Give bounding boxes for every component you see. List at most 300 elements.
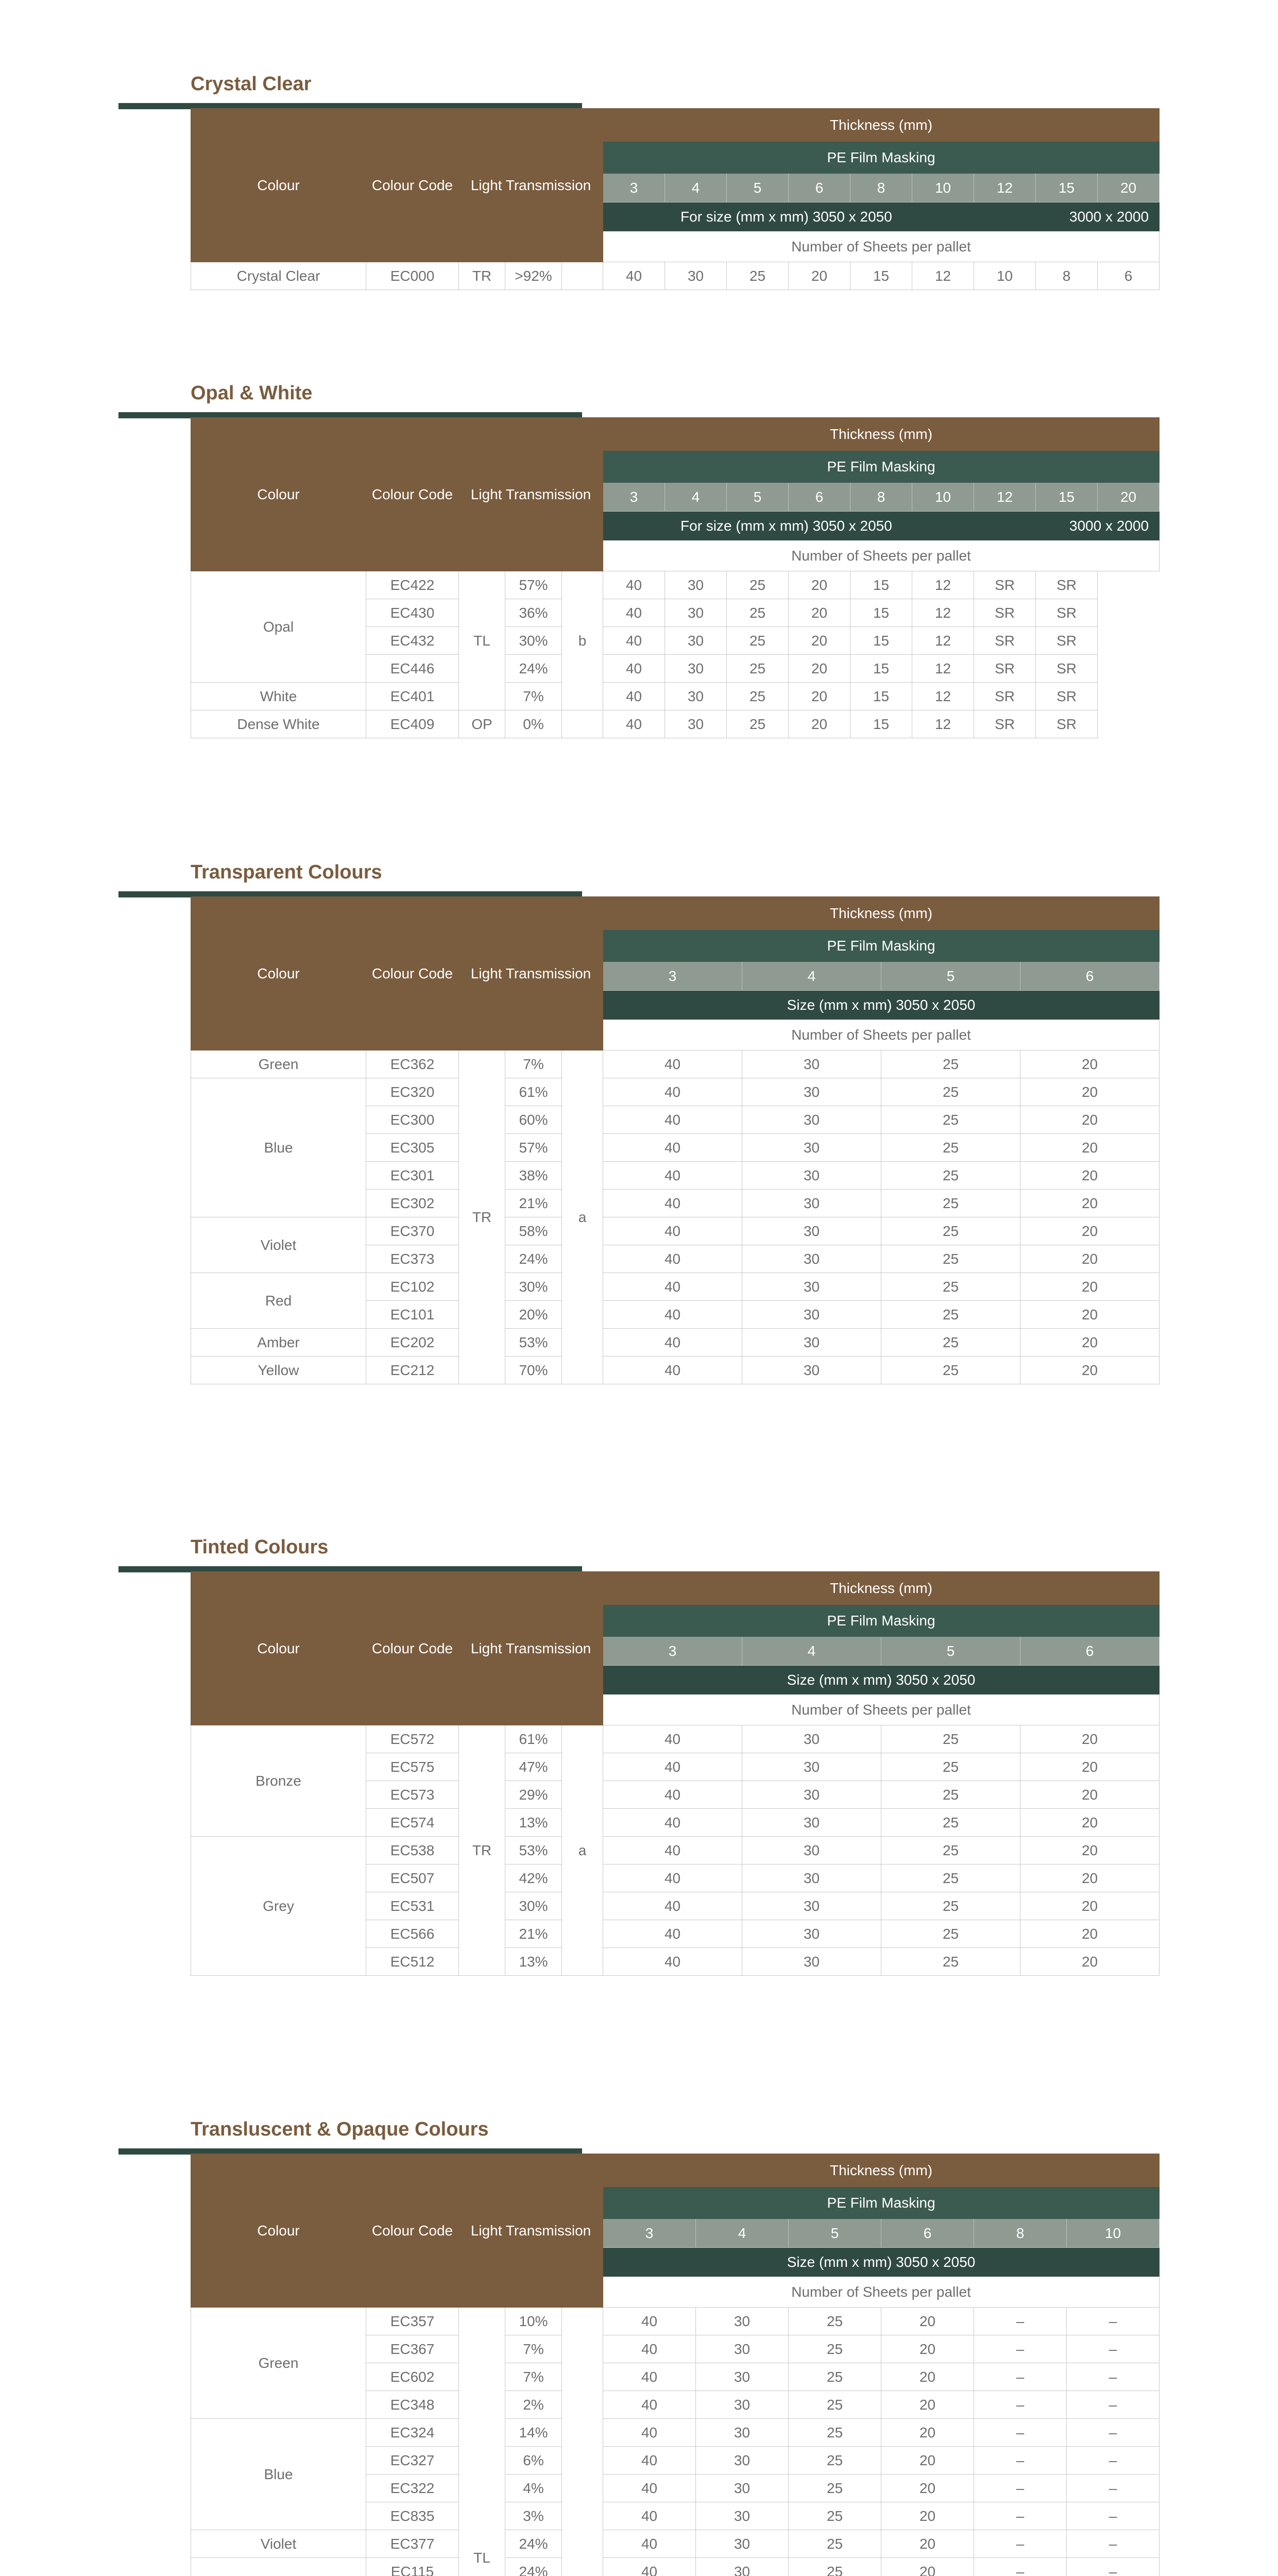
transmission-value-cell: 30% xyxy=(505,1892,562,1920)
sheets-cell: 30 xyxy=(742,1301,881,1329)
sheets-cell: 20 xyxy=(1020,1892,1160,1920)
thickness-label: 5 xyxy=(789,2219,881,2248)
sheets-cell: 25 xyxy=(789,2419,881,2447)
opal-white-table xyxy=(191,417,1160,738)
sheets-cell: – xyxy=(1067,2308,1160,2335)
sheets-cell: 25 xyxy=(727,571,789,599)
section-title: Crystal Clear xyxy=(191,73,312,95)
transmission-value-cell: 70% xyxy=(505,1357,562,1384)
sheets-cell: 25 xyxy=(881,1329,1020,1357)
thickness-label: 15 xyxy=(1036,174,1098,202)
transmission-value-cell: 47% xyxy=(505,1753,562,1781)
colour-cell: Yellow xyxy=(191,1357,366,1384)
sheets-cell: 40 xyxy=(603,2530,696,2558)
sheets-cell: 25 xyxy=(881,1781,1020,1809)
sheets-cell: 30 xyxy=(742,1357,881,1384)
thickness-label: 6 xyxy=(789,483,850,512)
sheets-header: Number of Sheets per pallet xyxy=(603,540,1160,571)
colour-code-cell: EC401 xyxy=(366,683,459,710)
sheets-cell: 40 xyxy=(603,1781,742,1809)
transmission-value-cell: 20% xyxy=(505,1301,562,1329)
transmission-type-cell: TR xyxy=(459,1050,505,1384)
colour-code-cell: EC446 xyxy=(366,655,459,683)
transmission-value-cell: 7% xyxy=(505,2363,562,2391)
sheets-cell: 6 xyxy=(1098,262,1160,290)
sheets-cell: 15 xyxy=(850,627,912,655)
section-title: Transluscent & Opaque Colours xyxy=(191,2119,489,2140)
size-right: 3000 x 2000 xyxy=(1069,208,1149,225)
thickness-label: 4 xyxy=(742,1637,881,1666)
sheets-cell: 30 xyxy=(742,1837,881,1865)
sheets-cell: 20 xyxy=(1020,1781,1160,1809)
sheets-cell: 20 xyxy=(1020,1162,1160,1190)
sheets-cell: 20 xyxy=(1020,1329,1160,1357)
sheets-cell: 30 xyxy=(742,1948,881,1976)
table-row xyxy=(191,262,1160,290)
sheets-cell: 30 xyxy=(742,1106,881,1134)
masking-header: PE Film Masking xyxy=(603,930,1160,962)
colour-code-cell: EC377 xyxy=(366,2530,459,2558)
colour-code-cell: EC573 xyxy=(366,1781,459,1809)
sheets-cell: 20 xyxy=(881,2502,974,2530)
transmission-value-cell: 24% xyxy=(505,2530,562,2558)
sheets-cell: 15 xyxy=(850,599,912,627)
sheets-cell: 25 xyxy=(727,655,789,683)
sheets-cell: 20 xyxy=(789,599,850,627)
sheets-cell: 20 xyxy=(1020,1106,1160,1134)
sheets-cell: – xyxy=(974,2335,1067,2363)
size-header: Size (mm x mm) 3050 x 2050 xyxy=(603,991,1160,1020)
colour-code-cell: EC566 xyxy=(366,1920,459,1948)
sheets-cell: 25 xyxy=(727,683,789,710)
colour-cell: Blue xyxy=(191,2419,366,2530)
thickness-label: 4 xyxy=(696,2219,789,2248)
thickness-label: 5 xyxy=(727,483,789,512)
colour-code-header: Colour Code xyxy=(366,109,459,262)
sheets-cell: 40 xyxy=(603,2447,696,2475)
sheets-cell: – xyxy=(1067,2558,1160,2576)
sheets-cell: 20 xyxy=(881,2335,974,2363)
sheets-cell: 30 xyxy=(742,1050,881,1078)
transparent-colours-table xyxy=(191,896,1160,1384)
section-title: Tinted Colours xyxy=(191,1536,329,1558)
transmission-value-cell: 24% xyxy=(505,655,562,683)
sheets-cell: 30 xyxy=(742,1809,881,1837)
sheets-cell: 15 xyxy=(850,571,912,599)
sheets-cell: 12 xyxy=(912,655,974,683)
sheets-cell: 25 xyxy=(789,2530,881,2558)
sheets-cell: 20 xyxy=(789,262,850,290)
thickness-label: 20 xyxy=(1098,483,1160,512)
table-row xyxy=(191,1357,1160,1384)
sheets-cell: 40 xyxy=(603,2335,696,2363)
colour-code-cell: EC370 xyxy=(366,1217,459,1245)
sheets-cell: 25 xyxy=(789,2502,881,2530)
sheets-cell: – xyxy=(974,2447,1067,2475)
sheets-cell: 30 xyxy=(665,627,727,655)
table-row xyxy=(191,1725,1160,1753)
masking-header: PE Film Masking xyxy=(603,142,1160,174)
sheets-cell: 40 xyxy=(603,655,665,683)
thickness-label: 4 xyxy=(742,962,881,991)
thickness-label: 3 xyxy=(603,2219,696,2248)
sheets-cell: – xyxy=(974,2308,1067,2335)
table-row xyxy=(191,1050,1160,1078)
tinted-colours-table xyxy=(191,1571,1160,1976)
sheets-cell: 40 xyxy=(603,262,665,290)
sheets-cell: 25 xyxy=(881,1134,1020,1162)
sheets-cell: 30 xyxy=(665,262,727,290)
colour-code-cell: EC362 xyxy=(366,1050,459,1078)
colour-code-header: Colour Code xyxy=(366,1572,459,1725)
sheets-cell: 10 xyxy=(974,262,1036,290)
colour-code-cell: EC305 xyxy=(366,1134,459,1162)
colour-cell: Green xyxy=(191,2308,366,2419)
sheets-cell: 25 xyxy=(789,2363,881,2391)
colour-cell: White xyxy=(191,683,366,710)
sheets-cell: 40 xyxy=(603,1050,742,1078)
thickness-label: 6 xyxy=(1020,962,1160,991)
sheets-cell: 40 xyxy=(603,2363,696,2391)
colour-code-cell: EC422 xyxy=(366,571,459,599)
transmission-note-cell xyxy=(562,262,603,290)
sheets-cell: SR xyxy=(974,683,1036,710)
sheets-cell: SR xyxy=(974,571,1036,599)
light-transmission-header: Light Transmission xyxy=(459,1572,603,1725)
table-row xyxy=(191,683,1160,710)
sheets-cell: 20 xyxy=(789,655,850,683)
size-right: 3000 x 2000 xyxy=(1069,517,1149,534)
sheets-cell: 20 xyxy=(881,2419,974,2447)
transluscent-opaque-table xyxy=(191,2154,1160,2576)
colour-code-cell: EC302 xyxy=(366,1190,459,1217)
sheets-cell: 30 xyxy=(665,599,727,627)
colour-code-cell: EC101 xyxy=(366,1301,459,1329)
thickness-label: 10 xyxy=(912,483,974,512)
transmission-value-cell: 7% xyxy=(505,1050,562,1078)
sheets-cell: 40 xyxy=(603,2419,696,2447)
colour-code-cell: EC115 xyxy=(366,2558,459,2576)
sheets-cell: – xyxy=(1067,2447,1160,2475)
thickness-label: 8 xyxy=(850,483,912,512)
sheets-cell: 40 xyxy=(603,1753,742,1781)
colour-code-cell: EC574 xyxy=(366,1809,459,1837)
sheets-cell: 20 xyxy=(1020,1273,1160,1301)
sheets-cell: 20 xyxy=(881,2447,974,2475)
transmission-value-cell: 14% xyxy=(505,2419,562,2447)
transmission-type-cell: TL xyxy=(459,571,505,710)
sheets-cell: 20 xyxy=(1020,1050,1160,1078)
sheets-cell: 25 xyxy=(727,262,789,290)
sheets-cell: 25 xyxy=(881,1050,1020,1078)
sheets-cell: SR xyxy=(974,655,1036,683)
colour-cell: Amber xyxy=(191,1329,366,1357)
sheets-cell: 25 xyxy=(881,1892,1020,1920)
sheets-cell: – xyxy=(1067,2475,1160,2502)
tinted-colours-section xyxy=(191,1534,1159,1970)
transmission-value-cell: 60% xyxy=(505,1106,562,1134)
sheets-cell: 40 xyxy=(603,2558,696,2576)
colour-code-cell: EC357 xyxy=(366,2308,459,2335)
transmission-value-cell: 42% xyxy=(505,1865,562,1892)
thickness-label: 8 xyxy=(974,2219,1067,2248)
colour-cell: Green xyxy=(191,1050,366,1078)
table-row xyxy=(191,571,1160,599)
sheets-cell: 40 xyxy=(603,710,665,738)
sheets-cell: 20 xyxy=(881,2475,974,2502)
transmission-value-cell: 7% xyxy=(505,2335,562,2363)
sheets-cell: 40 xyxy=(603,1892,742,1920)
masking-header: PE Film Masking xyxy=(603,2187,1160,2219)
sheets-cell: – xyxy=(974,2363,1067,2391)
transmission-value-cell: 36% xyxy=(505,599,562,627)
section-title: Opal & White xyxy=(191,382,313,404)
colour-code-cell: EC324 xyxy=(366,2419,459,2447)
crystal-clear-section xyxy=(191,71,1159,284)
light-transmission-header: Light Transmission xyxy=(459,897,603,1050)
colour-cell: Crystal Clear xyxy=(191,262,366,290)
thickness-label: 6 xyxy=(789,174,850,202)
sheets-cell: 30 xyxy=(742,1134,881,1162)
sheets-cell: 25 xyxy=(789,2335,881,2363)
thickness-label: 6 xyxy=(881,2219,974,2248)
transluscent-opaque-section xyxy=(191,2116,1159,2576)
transmission-type-cell: TL xyxy=(459,2308,505,2576)
transmission-value-cell: 7% xyxy=(505,683,562,710)
size-header: Size (mm x mm) 3050 x 2050 xyxy=(603,1666,1160,1694)
transmission-value-cell: 3% xyxy=(505,2502,562,2530)
light-transmission-header: Light Transmission xyxy=(459,109,603,262)
table-row xyxy=(191,1329,1160,1357)
sheets-cell: 30 xyxy=(742,1190,881,1217)
sheets-cell: 25 xyxy=(881,1357,1020,1384)
sheets-cell: 25 xyxy=(881,1301,1020,1329)
sheets-cell: – xyxy=(974,2391,1067,2419)
table-row xyxy=(191,2419,1160,2447)
sheets-header: Number of Sheets per pallet xyxy=(603,1694,1160,1725)
thickness-header: Thickness (mm) xyxy=(603,418,1160,451)
colour-code-cell: EC512 xyxy=(366,1948,459,1976)
sheets-cell: SR xyxy=(1036,683,1098,710)
sheets-cell: 30 xyxy=(665,710,727,738)
sheets-cell: – xyxy=(974,2530,1067,2558)
transmission-value-cell: 29% xyxy=(505,1781,562,1809)
light-transmission-header: Light Transmission xyxy=(459,2154,603,2308)
sheets-cell: 20 xyxy=(881,2363,974,2391)
sheets-cell: 12 xyxy=(912,710,974,738)
colour-code-header: Colour Code xyxy=(366,2154,459,2308)
transmission-note-cell: b xyxy=(562,571,603,710)
sheets-cell: SR xyxy=(1036,599,1098,627)
sheets-header: Number of Sheets per pallet xyxy=(603,1020,1160,1050)
transmission-value-cell: 58% xyxy=(505,1217,562,1245)
transmission-value-cell: 61% xyxy=(505,1725,562,1753)
sheets-cell: 25 xyxy=(727,710,789,738)
sheets-cell: 30 xyxy=(696,2363,789,2391)
sheets-cell: 40 xyxy=(603,1106,742,1134)
sheets-cell: 40 xyxy=(603,1357,742,1384)
sheets-cell: 30 xyxy=(696,2447,789,2475)
sheets-cell: 40 xyxy=(603,2308,696,2335)
sheets-cell: 20 xyxy=(1020,1837,1160,1865)
thickness-label: 10 xyxy=(1067,2219,1160,2248)
thickness-label: 5 xyxy=(727,174,789,202)
sheets-cell: 40 xyxy=(603,1273,742,1301)
colour-code-cell: EC102 xyxy=(366,1273,459,1301)
sheets-cell: 25 xyxy=(789,2447,881,2475)
thickness-label: 8 xyxy=(850,174,912,202)
thickness-label: 5 xyxy=(881,1637,1020,1666)
sheets-cell: 30 xyxy=(742,1781,881,1809)
transmission-value-cell: 4% xyxy=(505,2475,562,2502)
thickness-label: 3 xyxy=(603,1637,742,1666)
sheets-cell: 15 xyxy=(850,683,912,710)
sheets-cell: 12 xyxy=(912,571,974,599)
sheets-cell: 30 xyxy=(696,2335,789,2363)
transmission-value-cell: 30% xyxy=(505,1273,562,1301)
transmission-value-cell: 10% xyxy=(505,2308,562,2335)
sheets-cell: 20 xyxy=(789,627,850,655)
sheets-cell: 25 xyxy=(789,2475,881,2502)
sheets-cell: 40 xyxy=(603,1920,742,1948)
sheets-cell: 25 xyxy=(789,2558,881,2576)
sheets-cell: 30 xyxy=(696,2308,789,2335)
sheets-cell: 25 xyxy=(727,599,789,627)
colour-code-cell: EC373 xyxy=(366,1245,459,1273)
colour-code-cell: EC300 xyxy=(366,1106,459,1134)
thickness-header: Thickness (mm) xyxy=(603,1572,1160,1605)
sheets-cell: 20 xyxy=(881,2308,974,2335)
sheets-cell: 20 xyxy=(1020,1301,1160,1329)
colour-code-cell: EC531 xyxy=(366,1892,459,1920)
colour-cell xyxy=(191,2558,366,2576)
colour-code-cell: EC572 xyxy=(366,1725,459,1753)
colour-code-cell: EC367 xyxy=(366,2335,459,2363)
sheets-cell: – xyxy=(1067,2530,1160,2558)
transmission-value-cell: 13% xyxy=(505,1809,562,1837)
sheets-cell: 8 xyxy=(1036,262,1098,290)
colour-code-cell: EC430 xyxy=(366,599,459,627)
sheets-cell: 20 xyxy=(881,2530,974,2558)
table-row xyxy=(191,1078,1160,1106)
light-transmission-header: Light Transmission xyxy=(459,418,603,571)
sheets-cell: 40 xyxy=(603,1134,742,1162)
table-row xyxy=(191,710,1160,738)
sheets-cell: 20 xyxy=(789,710,850,738)
sheets-cell: 20 xyxy=(1020,1865,1160,1892)
colour-cell: Violet xyxy=(191,1217,366,1273)
sheets-cell: 20 xyxy=(1020,1217,1160,1245)
thickness-label: 3 xyxy=(603,962,742,991)
sheets-cell: 25 xyxy=(881,1190,1020,1217)
sheets-cell: 40 xyxy=(603,1809,742,1837)
transmission-value-cell: 21% xyxy=(505,1920,562,1948)
colour-cell: Violet xyxy=(191,2530,366,2558)
sheets-cell: 40 xyxy=(603,599,665,627)
colour-cell: Opal xyxy=(191,571,366,683)
sheets-cell: 30 xyxy=(696,2558,789,2576)
transparent-colours-section xyxy=(191,859,1159,1378)
sheets-cell: 12 xyxy=(912,683,974,710)
transmission-value-cell: 6% xyxy=(505,2447,562,2475)
colour-code-cell: EC202 xyxy=(366,1329,459,1357)
sheets-cell: SR xyxy=(1036,710,1098,738)
colour-header: Colour xyxy=(191,897,366,1050)
sheets-cell: 20 xyxy=(881,2558,974,2576)
sheets-cell: 20 xyxy=(1020,1245,1160,1273)
sheets-cell: 20 xyxy=(1020,1920,1160,1948)
sheets-cell: 40 xyxy=(603,1078,742,1106)
thickness-header: Thickness (mm) xyxy=(603,2154,1160,2187)
crystal-clear-table xyxy=(191,108,1160,290)
size-left: For size (mm x mm) 3050 x 2050 xyxy=(680,208,892,225)
transmission-value-cell: 57% xyxy=(505,1134,562,1162)
masking-header: PE Film Masking xyxy=(603,451,1160,483)
sheets-cell: 25 xyxy=(881,1837,1020,1865)
sheets-cell: – xyxy=(1067,2335,1160,2363)
sheets-cell: – xyxy=(974,2558,1067,2576)
size-header xyxy=(603,202,1160,231)
table-row xyxy=(191,2558,1160,2576)
sheets-cell: 25 xyxy=(881,1920,1020,1948)
table-row xyxy=(191,1273,1160,1301)
transmission-value-cell: 21% xyxy=(505,1190,562,1217)
sheets-cell: 40 xyxy=(603,1837,742,1865)
sheets-cell: 20 xyxy=(881,2391,974,2419)
sheets-cell: 40 xyxy=(603,1190,742,1217)
sheets-cell: 30 xyxy=(696,2391,789,2419)
size-header xyxy=(603,512,1160,540)
colour-header: Colour xyxy=(191,2154,366,2308)
sheets-cell: – xyxy=(1067,2391,1160,2419)
thickness-header: Thickness (mm) xyxy=(603,109,1160,142)
colour-code-cell: EC301 xyxy=(366,1162,459,1190)
sheets-cell: 30 xyxy=(665,683,727,710)
transmission-note-cell: a xyxy=(562,1050,603,1384)
sheets-cell: 30 xyxy=(696,2502,789,2530)
sheets-cell: 40 xyxy=(603,2502,696,2530)
sheets-cell: 30 xyxy=(742,1920,881,1948)
sheets-cell: 20 xyxy=(789,571,850,599)
opal-white-section xyxy=(191,380,1159,732)
sheets-cell: 40 xyxy=(603,1865,742,1892)
transmission-type-cell: TR xyxy=(459,1725,505,1976)
table-row xyxy=(191,2530,1160,2558)
transmission-value-cell: 30% xyxy=(505,627,562,655)
colour-code-cell: EC602 xyxy=(366,2363,459,2391)
sheets-cell: 20 xyxy=(789,683,850,710)
sheets-cell: 20 xyxy=(1020,1134,1160,1162)
thickness-label: 4 xyxy=(665,483,727,512)
sheets-cell: 30 xyxy=(696,2530,789,2558)
thickness-label: 3 xyxy=(603,483,665,512)
transmission-value-cell: 13% xyxy=(505,1948,562,1976)
transmission-type-cell: OP xyxy=(459,710,505,738)
sheets-cell: 15 xyxy=(850,655,912,683)
sheets-cell: 15 xyxy=(850,710,912,738)
sheets-cell: 25 xyxy=(881,1106,1020,1134)
sheets-cell: 25 xyxy=(727,627,789,655)
colour-cell: Blue xyxy=(191,1078,366,1217)
transmission-note-cell xyxy=(562,2308,603,2576)
sheets-cell: 12 xyxy=(912,627,974,655)
sheets-cell: 12 xyxy=(912,262,974,290)
sheets-cell: 20 xyxy=(1020,1357,1160,1384)
sheets-cell: 40 xyxy=(603,2391,696,2419)
colour-cell: Bronze xyxy=(191,1725,366,1837)
sheets-cell: 40 xyxy=(603,1217,742,1245)
thickness-label: 15 xyxy=(1036,483,1098,512)
